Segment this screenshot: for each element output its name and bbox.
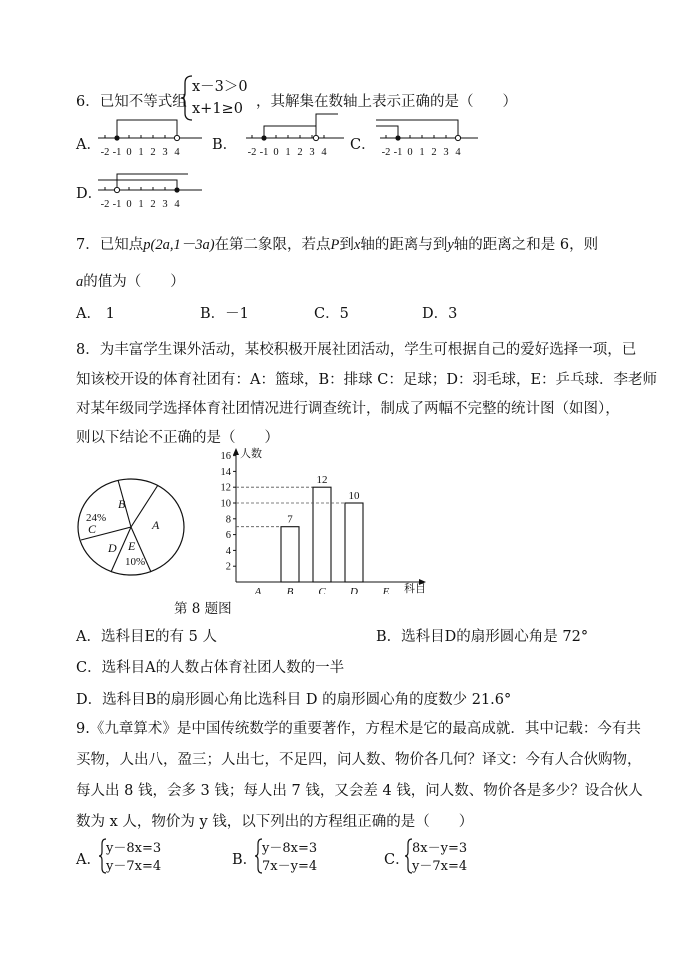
q8-stem-line-3: 对某年级同学选择体育社团情况进行调查统计，制成了两幅不完整的统计图（如图）， bbox=[76, 401, 620, 417]
tick-label: 1 bbox=[138, 199, 144, 210]
q6-option-c-label: C． bbox=[350, 137, 376, 153]
pie-label-a: A bbox=[152, 518, 160, 532]
q8-option-a: A．选科目E的有 5 人 bbox=[76, 629, 217, 645]
q8-option-b: B．选科目D的扇形圆心角是 72° bbox=[376, 629, 589, 645]
bar-data-label: 7 bbox=[287, 513, 293, 526]
y-tick-label: 12 bbox=[220, 482, 231, 494]
x-tick-label: B bbox=[286, 586, 294, 594]
tick-label: 3 bbox=[309, 147, 315, 158]
q8-option-c: C．选科目A的人数占体育社团人数的一半 bbox=[76, 660, 345, 676]
pie-label-c: C bbox=[88, 522, 97, 536]
y-tick-label: 2 bbox=[225, 561, 231, 573]
y-axis-arrow bbox=[233, 448, 239, 455]
tick-label: 0 bbox=[407, 147, 413, 158]
q7-text: 轴的距离之和是 6，则 bbox=[453, 237, 599, 253]
q6-option-a-label: A． bbox=[76, 137, 101, 153]
q7-option-b: B．－1 bbox=[200, 306, 249, 322]
q8-option-d: D．选科目B的扇形圆心角比选科目 D 的扇形圆心角的度数少 21.6° bbox=[76, 692, 512, 708]
q6-number-line-b bbox=[238, 110, 350, 162]
tick-label: 0 bbox=[126, 147, 132, 158]
pie-label-d: D bbox=[108, 541, 117, 555]
tick-label: 0 bbox=[126, 199, 132, 210]
bar-D bbox=[345, 503, 363, 582]
q7-point-P: P bbox=[330, 237, 340, 253]
q9-option-a-eq1: y－8x=3 bbox=[106, 841, 162, 856]
q6-stem-suffix: ，其解集在数轴上表示正确的是（ ） bbox=[256, 94, 517, 110]
q7-x-var: x bbox=[353, 237, 361, 253]
q7-y-var: y bbox=[447, 237, 454, 253]
tick-label: 4 bbox=[174, 147, 180, 158]
q9-stem-line-4: 数为 x 人，物价为 y 钱，以下列出的方程组正确的是（ ） bbox=[76, 814, 474, 830]
x-tick-label: A bbox=[254, 586, 262, 594]
y-tick-label: 4 bbox=[225, 545, 231, 557]
q7-text: 在第二象限，若点 bbox=[214, 237, 331, 253]
tick-label: -2 bbox=[381, 147, 391, 158]
q6-stem-prefix: 6．已知不等式组 bbox=[76, 94, 187, 110]
q9-stem-line-2: 买物，人出八，盈三；人出七，不足四，问人数、物价各几何？译文：今有人合伙购物， bbox=[76, 752, 642, 768]
y-tick-label: 14 bbox=[220, 466, 231, 478]
q6-number-line-d bbox=[90, 162, 210, 214]
q6-number-line-c bbox=[372, 110, 484, 162]
q8-stem-line-4: 则以下结论不正确的是（ ） bbox=[76, 430, 279, 446]
tick-label: 4 bbox=[174, 199, 180, 210]
q9-option-a-eq2: y－7x=4 bbox=[106, 859, 162, 874]
tick-label: -2 bbox=[100, 147, 110, 158]
q9-option-b-eq2: 7x－y=4 bbox=[262, 859, 318, 874]
tick-label: 1 bbox=[138, 147, 144, 158]
q7-a-var: a bbox=[76, 274, 84, 290]
q7-text: 到 bbox=[339, 237, 354, 253]
pie-percent-e: 10% bbox=[125, 556, 146, 568]
bar-C bbox=[313, 487, 331, 582]
q7-stem-line-2 bbox=[76, 270, 185, 291]
q7-option-c: C．5 bbox=[314, 306, 349, 322]
q9-option-b-eq1: y－8x=3 bbox=[262, 841, 318, 856]
tick-label: 3 bbox=[162, 199, 168, 210]
q8-stem-line-2: 知该校开设的体育社团有：A：篮球，B：排球 C：足球；D：羽毛球，E：乒乓球．李老师 bbox=[76, 372, 658, 388]
q8-figure-caption: 第 8 题图 bbox=[174, 601, 232, 617]
x-tick-label: C bbox=[318, 586, 326, 594]
x-tick-label: D bbox=[350, 586, 358, 594]
y-tick-label: 10 bbox=[220, 498, 231, 510]
q9-option-c-eq2: y－7x=4 bbox=[412, 859, 468, 874]
pie-label-e: E bbox=[128, 539, 136, 553]
y-tick-label: 16 bbox=[220, 451, 231, 463]
q6-inequality-1: x－3＞0 bbox=[192, 79, 248, 95]
q8-bar-chart bbox=[200, 446, 432, 594]
bar-data-label: 12 bbox=[316, 474, 328, 487]
q7-option-a: A． 1 bbox=[76, 306, 115, 322]
q8-stem-line-1: 8．为丰富学生课外活动，某校积极开展社团活动，学生可根据自己的爱好选择一项，已 bbox=[76, 342, 637, 358]
tick-label: 2 bbox=[431, 147, 437, 158]
tick-label: 0 bbox=[273, 147, 279, 158]
q9-option-a-label: A． bbox=[76, 852, 101, 868]
q7-text: 的值为（ ） bbox=[83, 274, 185, 290]
q9-stem-line-3: 每人出 8 钱，会多 3 钱；每人出 7 钱，又会差 4 钱，问人数、物价各是多少？设合伙人 bbox=[76, 783, 643, 799]
pie-label-b: B bbox=[118, 497, 126, 511]
q7-text: 轴的距离与到 bbox=[360, 237, 448, 253]
tick-label: 1 bbox=[419, 147, 425, 158]
q6-inequality-2: x+1≥0 bbox=[192, 101, 243, 117]
tick-label: -1 bbox=[112, 199, 122, 210]
x-axis-title: 科目 bbox=[404, 583, 426, 594]
tick-label: 2 bbox=[150, 147, 156, 158]
q9-option-b-label: B． bbox=[232, 852, 258, 868]
bar-B bbox=[281, 527, 299, 582]
tick-label: 3 bbox=[162, 147, 168, 158]
tick-label: -2 bbox=[247, 147, 257, 158]
tick-label: -2 bbox=[100, 199, 110, 210]
y-tick-label: 6 bbox=[225, 530, 231, 542]
x-tick-label: E bbox=[382, 586, 390, 594]
tick-label: 4 bbox=[321, 147, 327, 158]
tick-label: -1 bbox=[112, 147, 122, 158]
q8-pie-chart bbox=[72, 472, 190, 584]
q6-number-line-a bbox=[90, 110, 210, 162]
tick-label: -1 bbox=[259, 147, 269, 158]
y-tick-label: 8 bbox=[225, 514, 231, 526]
y-axis-title: 人数 bbox=[240, 448, 262, 460]
tick-label: 2 bbox=[297, 147, 303, 158]
q7-text: 7．已知点 bbox=[76, 237, 144, 253]
tick-label: 2 bbox=[150, 199, 156, 210]
q7-stem-line-1 bbox=[76, 233, 598, 254]
q9-option-c-label: C． bbox=[384, 852, 410, 868]
q7-point-expression: p(2a,1－3a) bbox=[143, 237, 215, 253]
q6-option-d-label: D． bbox=[76, 186, 103, 202]
q6-option-b-label: B． bbox=[212, 137, 238, 153]
q9-stem-line-1: 9.《九章算术》是中国传统数学的重要著作，方程术是它的最高成就．其中记载：今有共 bbox=[76, 721, 641, 737]
pie-percent-c: 24% bbox=[86, 512, 107, 524]
tick-label: 4 bbox=[455, 147, 461, 158]
tick-label: 1 bbox=[285, 147, 291, 158]
bar-data-label: 10 bbox=[348, 490, 360, 502]
q9-option-c-eq1: 8x－y=3 bbox=[412, 841, 468, 856]
q7-option-d: D．3 bbox=[422, 306, 458, 322]
tick-label: -1 bbox=[393, 147, 403, 158]
tick-label: 3 bbox=[443, 147, 449, 158]
